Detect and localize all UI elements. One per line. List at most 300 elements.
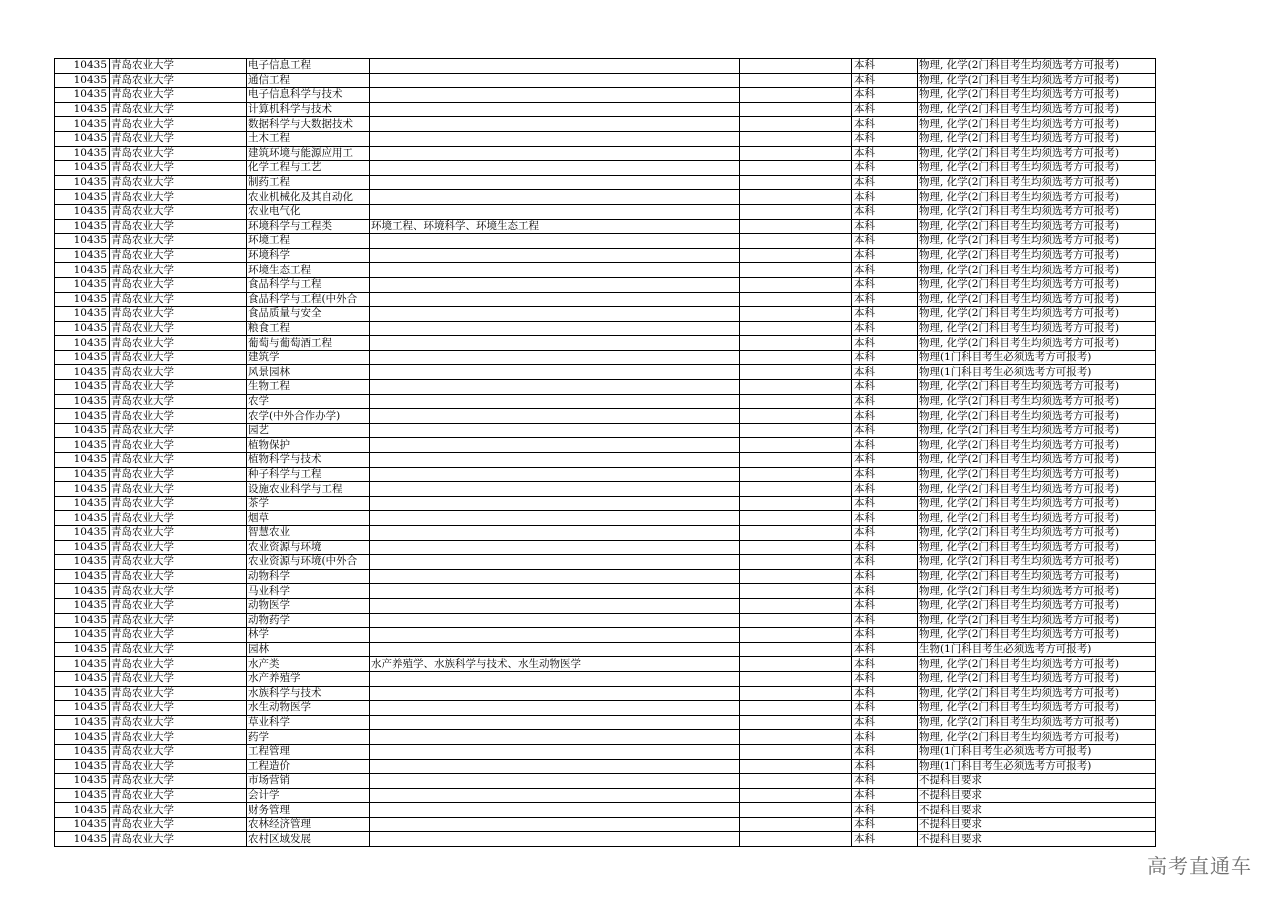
school-code-cell: 10435	[55, 190, 110, 205]
subject-requirement-cell: 物理, 化学(2门科目考生均须选考方可报考)	[918, 555, 1156, 570]
school-code-cell: 10435	[55, 73, 110, 88]
level-cell: 本科	[852, 657, 918, 672]
level-cell: 本科	[852, 394, 918, 409]
school-code-cell: 10435	[55, 686, 110, 701]
blank-cell	[740, 380, 852, 395]
included-majors-cell	[370, 394, 740, 409]
major-name-cell: 工程造价	[247, 759, 370, 774]
subject-requirement-cell: 物理, 化学(2门科目考生均须选考方可报考)	[918, 175, 1156, 190]
included-majors-cell	[370, 321, 740, 336]
school-code-cell: 10435	[55, 204, 110, 219]
included-majors-cell	[370, 102, 740, 117]
subject-requirement-cell: 不提科目要求	[918, 774, 1156, 789]
level-cell: 本科	[852, 759, 918, 774]
table-row	[55, 657, 1156, 672]
blank-cell	[740, 467, 852, 482]
included-majors-cell	[370, 788, 740, 803]
major-name-cell: 食品质量与安全	[247, 307, 370, 322]
major-name-cell: 风景园林	[247, 365, 370, 380]
subject-requirement-cell: 物理, 化学(2门科目考生均须选考方可报考)	[918, 117, 1156, 132]
blank-cell	[740, 715, 852, 730]
included-majors-cell	[370, 350, 740, 365]
level-cell: 本科	[852, 598, 918, 613]
blank-cell	[740, 788, 852, 803]
blank-cell	[740, 336, 852, 351]
level-cell: 本科	[852, 526, 918, 541]
table-row	[55, 277, 1156, 292]
included-majors-cell	[370, 715, 740, 730]
school-code-cell: 10435	[55, 277, 110, 292]
included-majors-cell	[370, 613, 740, 628]
table-row	[55, 730, 1156, 745]
school-code-cell: 10435	[55, 598, 110, 613]
level-cell: 本科	[852, 365, 918, 380]
included-majors-cell	[370, 569, 740, 584]
major-name-cell: 财务管理	[247, 803, 370, 818]
blank-cell	[740, 131, 852, 146]
subject-requirement-cell: 物理, 化学(2门科目考生均须选考方可报考)	[918, 248, 1156, 263]
subject-requirement-cell: 不提科目要求	[918, 788, 1156, 803]
school-name-cell: 青岛农业大学	[110, 686, 247, 701]
school-name-cell: 青岛农业大学	[110, 204, 247, 219]
included-majors-cell	[370, 117, 740, 132]
subject-requirement-cell: 物理, 化学(2门科目考生均须选考方可报考)	[918, 628, 1156, 643]
table-row	[55, 131, 1156, 146]
level-cell: 本科	[852, 817, 918, 832]
blank-cell	[740, 482, 852, 497]
major-name-cell: 会计学	[247, 788, 370, 803]
blank-cell	[740, 642, 852, 657]
school-name-cell: 青岛农业大学	[110, 102, 247, 117]
included-majors-cell	[370, 642, 740, 657]
school-name-cell: 青岛农业大学	[110, 555, 247, 570]
school-name-cell: 青岛农业大学	[110, 59, 247, 74]
subject-requirement-cell: 物理, 化学(2门科目考生均须选考方可报考)	[918, 730, 1156, 745]
blank-cell	[740, 321, 852, 336]
school-code-cell: 10435	[55, 88, 110, 103]
school-code-cell: 10435	[55, 380, 110, 395]
subject-requirement-cell: 物理, 化学(2门科目考生均须选考方可报考)	[918, 686, 1156, 701]
major-name-cell: 农业资源与环境(中外合	[247, 555, 370, 570]
subject-requirement-cell: 不提科目要求	[918, 803, 1156, 818]
school-name-cell: 青岛农业大学	[110, 131, 247, 146]
blank-cell	[740, 365, 852, 380]
major-name-cell: 动物药学	[247, 613, 370, 628]
subject-requirement-cell: 物理, 化学(2门科目考生均须选考方可报考)	[918, 409, 1156, 424]
subject-requirement-cell: 物理, 化学(2门科目考生均须选考方可报考)	[918, 394, 1156, 409]
major-name-cell: 水生动物医学	[247, 701, 370, 716]
school-name-cell: 青岛农业大学	[110, 350, 247, 365]
level-cell: 本科	[852, 715, 918, 730]
table-row	[55, 190, 1156, 205]
major-name-cell: 生物工程	[247, 380, 370, 395]
school-name-cell: 青岛农业大学	[110, 438, 247, 453]
blank-cell	[740, 234, 852, 249]
level-cell: 本科	[852, 774, 918, 789]
blank-cell	[740, 628, 852, 643]
major-name-cell: 环境科学与工程类	[247, 219, 370, 234]
included-majors-cell	[370, 671, 740, 686]
included-majors-cell	[370, 336, 740, 351]
major-name-cell: 茶学	[247, 496, 370, 511]
table-row	[55, 336, 1156, 351]
table-row	[55, 569, 1156, 584]
table-row	[55, 350, 1156, 365]
subject-requirement-cell: 物理, 化学(2门科目考生均须选考方可报考)	[918, 190, 1156, 205]
level-cell: 本科	[852, 686, 918, 701]
blank-cell	[740, 453, 852, 468]
level-cell: 本科	[852, 671, 918, 686]
table-row	[55, 774, 1156, 789]
school-name-cell: 青岛农业大学	[110, 73, 247, 88]
table-row	[55, 817, 1156, 832]
table-row	[55, 482, 1156, 497]
level-cell: 本科	[852, 292, 918, 307]
included-majors-cell	[370, 496, 740, 511]
blank-cell	[740, 190, 852, 205]
blank-cell	[740, 438, 852, 453]
school-name-cell: 青岛农业大学	[110, 394, 247, 409]
table-row	[55, 642, 1156, 657]
table-row	[55, 59, 1156, 74]
blank-cell	[740, 146, 852, 161]
blank-cell	[740, 102, 852, 117]
subject-requirement-cell: 物理, 化学(2门科目考生均须选考方可报考)	[918, 292, 1156, 307]
school-name-cell: 青岛农业大学	[110, 219, 247, 234]
blank-cell	[740, 701, 852, 716]
school-name-cell: 青岛农业大学	[110, 628, 247, 643]
school-name-cell: 青岛农业大学	[110, 380, 247, 395]
included-majors-cell	[370, 598, 740, 613]
school-code-cell: 10435	[55, 657, 110, 672]
school-name-cell: 青岛农业大学	[110, 511, 247, 526]
blank-cell	[740, 832, 852, 847]
school-name-cell: 青岛农业大学	[110, 409, 247, 424]
school-name-cell: 青岛农业大学	[110, 453, 247, 468]
blank-cell	[740, 613, 852, 628]
major-name-cell: 工程管理	[247, 744, 370, 759]
school-code-cell: 10435	[55, 59, 110, 74]
blank-cell	[740, 409, 852, 424]
school-code-cell: 10435	[55, 613, 110, 628]
included-majors-cell	[370, 263, 740, 278]
school-code-cell: 10435	[55, 438, 110, 453]
major-name-cell: 化学工程与工艺	[247, 161, 370, 176]
subject-requirement-cell: 物理, 化学(2门科目考生均须选考方可报考)	[918, 73, 1156, 88]
school-code-cell: 10435	[55, 292, 110, 307]
major-name-cell: 食品科学与工程(中外合	[247, 292, 370, 307]
table-row	[55, 628, 1156, 643]
major-name-cell: 农业机械化及其自动化	[247, 190, 370, 205]
major-name-cell: 设施农业科学与工程	[247, 482, 370, 497]
level-cell: 本科	[852, 204, 918, 219]
subject-requirement-cell: 物理, 化学(2门科目考生均须选考方可报考)	[918, 336, 1156, 351]
blank-cell	[740, 744, 852, 759]
blank-cell	[740, 657, 852, 672]
school-name-cell: 青岛农业大学	[110, 482, 247, 497]
table-row	[55, 248, 1156, 263]
school-code-cell: 10435	[55, 511, 110, 526]
subject-requirement-cell: 物理, 化学(2门科目考生均须选考方可报考)	[918, 263, 1156, 278]
table-row	[55, 803, 1156, 818]
level-cell: 本科	[852, 409, 918, 424]
table-row	[55, 715, 1156, 730]
level-cell: 本科	[852, 117, 918, 132]
table-row	[55, 307, 1156, 322]
school-code-cell: 10435	[55, 759, 110, 774]
included-majors-cell	[370, 555, 740, 570]
subject-requirement-cell: 物理, 化学(2门科目考生均须选考方可报考)	[918, 423, 1156, 438]
included-majors-cell	[370, 730, 740, 745]
subject-requirement-cell: 物理, 化学(2门科目考生均须选考方可报考)	[918, 671, 1156, 686]
subject-requirement-cell: 物理, 化学(2门科目考生均须选考方可报考)	[918, 204, 1156, 219]
blank-cell	[740, 350, 852, 365]
included-majors-cell	[370, 759, 740, 774]
subject-requirement-cell: 物理, 化学(2门科目考生均须选考方可报考)	[918, 715, 1156, 730]
table-row	[55, 423, 1156, 438]
blank-cell	[740, 394, 852, 409]
level-cell: 本科	[852, 263, 918, 278]
table-body	[55, 59, 1156, 847]
subject-requirement-cell: 物理, 化学(2门科目考生均须选考方可报考)	[918, 438, 1156, 453]
school-name-cell: 青岛农业大学	[110, 175, 247, 190]
school-code-cell: 10435	[55, 467, 110, 482]
subject-requirement-cell: 物理, 化学(2门科目考生均须选考方可报考)	[918, 59, 1156, 74]
included-majors-cell	[370, 511, 740, 526]
major-name-cell: 计算机科学与技术	[247, 102, 370, 117]
school-code-cell: 10435	[55, 394, 110, 409]
blank-cell	[740, 774, 852, 789]
subject-requirement-cell: 物理, 化学(2门科目考生均须选考方可报考)	[918, 482, 1156, 497]
included-majors-cell	[370, 88, 740, 103]
major-name-cell: 动物科学	[247, 569, 370, 584]
level-cell: 本科	[852, 832, 918, 847]
table-row	[55, 671, 1156, 686]
subject-requirement-cell: 物理, 化学(2门科目考生均须选考方可报考)	[918, 613, 1156, 628]
included-majors-cell	[370, 146, 740, 161]
level-cell: 本科	[852, 321, 918, 336]
level-cell: 本科	[852, 234, 918, 249]
major-name-cell: 农学(中外合作办学)	[247, 409, 370, 424]
blank-cell	[740, 117, 852, 132]
table-row	[55, 161, 1156, 176]
blank-cell	[740, 219, 852, 234]
subject-requirement-cell: 不提科目要求	[918, 832, 1156, 847]
blank-cell	[740, 569, 852, 584]
blank-cell	[740, 292, 852, 307]
table-row	[55, 526, 1156, 541]
subject-requirement-cell: 生物(1门科目考生必须选考方可报考)	[918, 642, 1156, 657]
major-name-cell: 电子信息科学与技术	[247, 88, 370, 103]
major-name-cell: 电子信息工程	[247, 59, 370, 74]
school-code-cell: 10435	[55, 146, 110, 161]
included-majors-cell: 水产养殖学、水族科学与技术、水生动物医学	[370, 657, 740, 672]
included-majors-cell	[370, 628, 740, 643]
subject-requirement-cell: 物理, 化学(2门科目考生均须选考方可报考)	[918, 511, 1156, 526]
school-name-cell: 青岛农业大学	[110, 365, 247, 380]
included-majors-cell	[370, 234, 740, 249]
blank-cell	[740, 423, 852, 438]
school-name-cell: 青岛农业大学	[110, 715, 247, 730]
major-name-cell: 建筑学	[247, 350, 370, 365]
major-name-cell: 水族科学与技术	[247, 686, 370, 701]
table-row	[55, 555, 1156, 570]
table-row	[55, 453, 1156, 468]
blank-cell	[740, 730, 852, 745]
included-majors-cell	[370, 832, 740, 847]
blank-cell	[740, 817, 852, 832]
included-majors-cell	[370, 365, 740, 380]
school-name-cell: 青岛农业大学	[110, 598, 247, 613]
subject-requirement-cell: 物理, 化学(2门科目考生均须选考方可报考)	[918, 307, 1156, 322]
school-code-cell: 10435	[55, 584, 110, 599]
level-cell: 本科	[852, 438, 918, 453]
included-majors-cell	[370, 584, 740, 599]
subject-requirement-cell: 物理, 化学(2门科目考生均须选考方可报考)	[918, 584, 1156, 599]
school-code-cell: 10435	[55, 453, 110, 468]
level-cell: 本科	[852, 730, 918, 745]
blank-cell	[740, 59, 852, 74]
school-code-cell: 10435	[55, 131, 110, 146]
school-name-cell: 青岛农业大学	[110, 146, 247, 161]
subject-requirement-cell: 物理, 化学(2门科目考生均须选考方可报考)	[918, 102, 1156, 117]
school-code-cell: 10435	[55, 219, 110, 234]
subject-requirement-cell: 物理, 化学(2门科目考生均须选考方可报考)	[918, 161, 1156, 176]
subject-requirement-cell: 物理, 化学(2门科目考生均须选考方可报考)	[918, 88, 1156, 103]
major-name-cell: 林学	[247, 628, 370, 643]
school-code-cell: 10435	[55, 671, 110, 686]
school-name-cell: 青岛农业大学	[110, 336, 247, 351]
major-name-cell: 水产养殖学	[247, 671, 370, 686]
school-code-cell: 10435	[55, 117, 110, 132]
table-row	[55, 759, 1156, 774]
level-cell: 本科	[852, 175, 918, 190]
major-name-cell: 动物医学	[247, 598, 370, 613]
included-majors-cell	[370, 190, 740, 205]
level-cell: 本科	[852, 146, 918, 161]
major-name-cell: 葡萄与葡萄酒工程	[247, 336, 370, 351]
blank-cell	[740, 88, 852, 103]
school-code-cell: 10435	[55, 555, 110, 570]
blank-cell	[740, 584, 852, 599]
level-cell: 本科	[852, 248, 918, 263]
school-code-cell: 10435	[55, 161, 110, 176]
major-name-cell: 烟草	[247, 511, 370, 526]
subject-requirement-cell: 物理(1门科目考生必须选考方可报考)	[918, 744, 1156, 759]
school-code-cell: 10435	[55, 496, 110, 511]
table-row	[55, 365, 1156, 380]
included-majors-cell	[370, 453, 740, 468]
school-name-cell: 青岛农业大学	[110, 788, 247, 803]
major-name-cell: 种子科学与工程	[247, 467, 370, 482]
school-code-cell: 10435	[55, 248, 110, 263]
included-majors-cell	[370, 686, 740, 701]
subject-requirement-cell: 物理, 化学(2门科目考生均须选考方可报考)	[918, 657, 1156, 672]
table-row	[55, 467, 1156, 482]
table-row	[55, 380, 1156, 395]
school-name-cell: 青岛农业大学	[110, 321, 247, 336]
included-majors-cell	[370, 467, 740, 482]
level-cell: 本科	[852, 540, 918, 555]
school-name-cell: 青岛农业大学	[110, 701, 247, 716]
table-row	[55, 788, 1156, 803]
major-name-cell: 园林	[247, 642, 370, 657]
level-cell: 本科	[852, 584, 918, 599]
table-row	[55, 686, 1156, 701]
blank-cell	[740, 526, 852, 541]
school-name-cell: 青岛农业大学	[110, 161, 247, 176]
blank-cell	[740, 277, 852, 292]
school-name-cell: 青岛农业大学	[110, 613, 247, 628]
level-cell: 本科	[852, 219, 918, 234]
table-row	[55, 409, 1156, 424]
blank-cell	[740, 204, 852, 219]
school-code-cell: 10435	[55, 642, 110, 657]
school-code-cell: 10435	[55, 350, 110, 365]
level-cell: 本科	[852, 423, 918, 438]
included-majors-cell	[370, 161, 740, 176]
major-name-cell: 农业资源与环境	[247, 540, 370, 555]
school-code-cell: 10435	[55, 774, 110, 789]
level-cell: 本科	[852, 161, 918, 176]
major-name-cell: 环境生态工程	[247, 263, 370, 278]
major-name-cell: 植物保护	[247, 438, 370, 453]
table-row	[55, 584, 1156, 599]
school-name-cell: 青岛农业大学	[110, 277, 247, 292]
major-name-cell: 草业科学	[247, 715, 370, 730]
school-code-cell: 10435	[55, 102, 110, 117]
subject-requirement-cell: 物理, 化学(2门科目考生均须选考方可报考)	[918, 321, 1156, 336]
level-cell: 本科	[852, 642, 918, 657]
table-row	[55, 496, 1156, 511]
blank-cell	[740, 759, 852, 774]
school-code-cell: 10435	[55, 832, 110, 847]
blank-cell	[740, 671, 852, 686]
table-row	[55, 175, 1156, 190]
major-name-cell: 环境工程	[247, 234, 370, 249]
major-name-cell: 土木工程	[247, 131, 370, 146]
school-name-cell: 青岛农业大学	[110, 423, 247, 438]
subject-requirement-cell: 物理, 化学(2门科目考生均须选考方可报考)	[918, 146, 1156, 161]
subject-requirement-cell: 物理, 化学(2门科目考生均须选考方可报考)	[918, 219, 1156, 234]
level-cell: 本科	[852, 277, 918, 292]
included-majors-cell	[370, 409, 740, 424]
major-name-cell: 建筑环境与能源应用工	[247, 146, 370, 161]
included-majors-cell	[370, 438, 740, 453]
table-row	[55, 204, 1156, 219]
included-majors-cell	[370, 131, 740, 146]
included-majors-cell	[370, 423, 740, 438]
major-name-cell: 园艺	[247, 423, 370, 438]
school-code-cell: 10435	[55, 803, 110, 818]
school-code-cell: 10435	[55, 321, 110, 336]
school-name-cell: 青岛农业大学	[110, 117, 247, 132]
table-row	[55, 394, 1156, 409]
level-cell: 本科	[852, 496, 918, 511]
subject-requirement-cell: 物理, 化学(2门科目考生均须选考方可报考)	[918, 380, 1156, 395]
table-row	[55, 744, 1156, 759]
school-code-cell: 10435	[55, 628, 110, 643]
school-name-cell: 青岛农业大学	[110, 657, 247, 672]
level-cell: 本科	[852, 482, 918, 497]
school-code-cell: 10435	[55, 526, 110, 541]
school-code-cell: 10435	[55, 817, 110, 832]
level-cell: 本科	[852, 788, 918, 803]
school-name-cell: 青岛农业大学	[110, 292, 247, 307]
school-name-cell: 青岛农业大学	[110, 234, 247, 249]
level-cell: 本科	[852, 190, 918, 205]
major-name-cell: 农学	[247, 394, 370, 409]
